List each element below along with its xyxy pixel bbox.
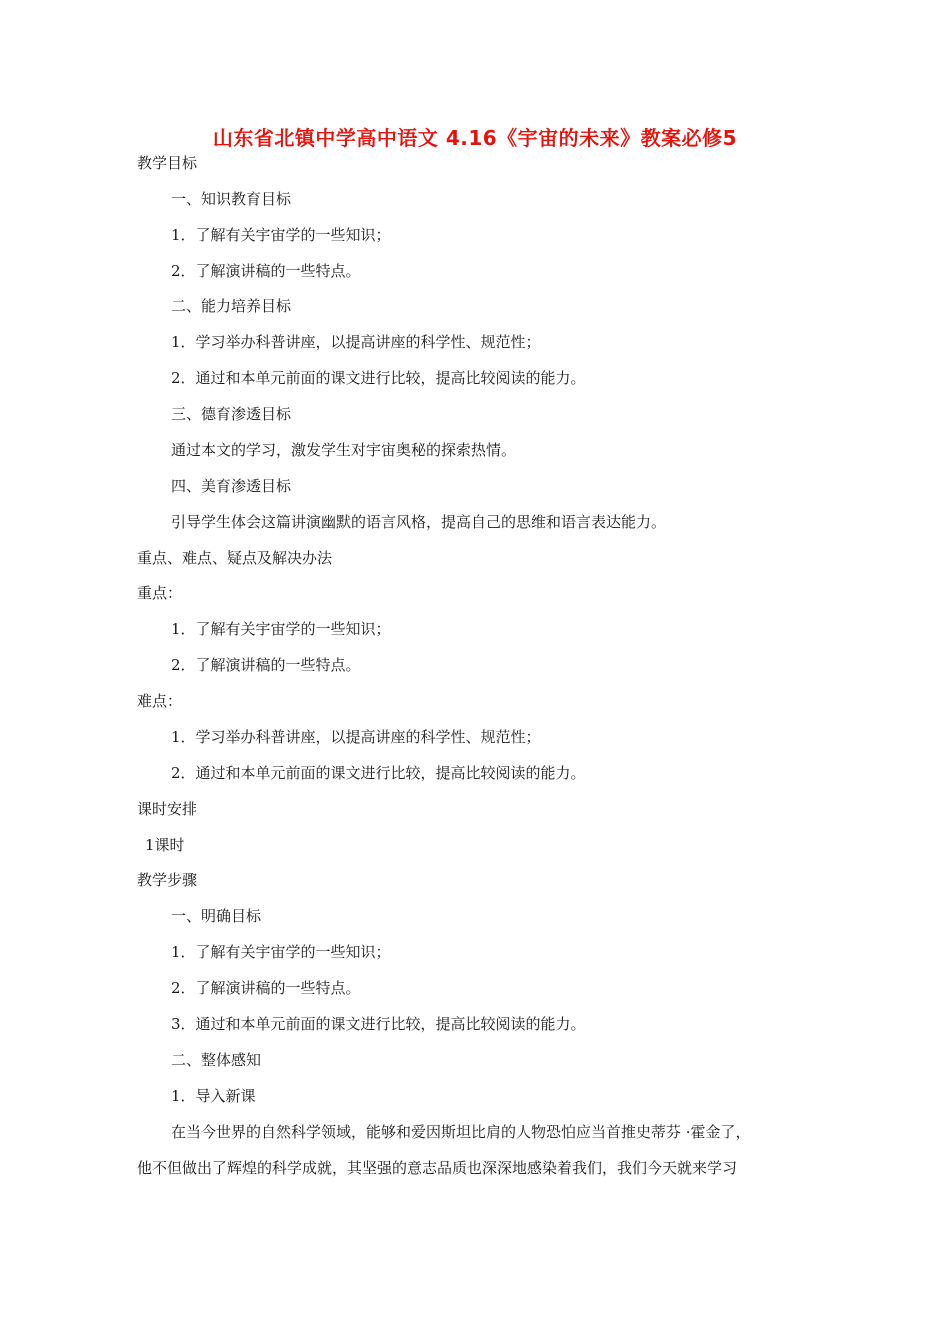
paragraph: 在当今世界的自然科学领域，能够和爱因斯坦比肩的人物恐怕应当首推史蒂芬 ·霍金了， — [171, 1123, 751, 1141]
list-item: 1．了解有关宇宙学的一些知识； — [171, 943, 391, 961]
section-heading: 课时安排 — [137, 800, 198, 818]
list-item: 1．学习举办科普讲座，以提高讲座的科学性、规范性； — [171, 728, 541, 746]
paragraph: 引导学生体会这篇讲演幽默的语言风格，提高自己的思维和语言表达能力。 — [171, 513, 667, 531]
paragraph: 他不但做出了辉煌的科学成就，其坚强的意志品质也深深地感染着我们，我们今天就来学习 — [137, 1159, 738, 1177]
list-item: 2．通过和本单元前面的课文进行比较，提高比较阅读的能力。 — [171, 369, 586, 387]
list-item: 2．了解演讲稿的一些特点。 — [171, 262, 361, 280]
list-item: 2．了解演讲稿的一些特点。 — [171, 656, 361, 674]
subsection-heading: 一、知识教育目标 — [171, 190, 292, 208]
paragraph: 通过本文的学习，激发学生对宇宙奥秘的探索热情。 — [171, 441, 517, 459]
section-heading: 教学步骤 — [137, 871, 198, 889]
paragraph: 1课时 — [145, 836, 185, 854]
label: 难点： — [137, 692, 183, 710]
list-item: 2．了解演讲稿的一些特点。 — [171, 979, 361, 997]
list-item: 2．通过和本单元前面的课文进行比较，提高比较阅读的能力。 — [171, 764, 586, 782]
document-title: 山东省北镇中学高中语文 4.16《宇宙的未来》教案必修5 — [212, 126, 738, 150]
list-item: 1．了解有关宇宙学的一些知识； — [171, 226, 391, 244]
section-heading: 教学目标 — [137, 154, 198, 172]
label: 重点： — [137, 584, 183, 602]
list-item: 3．通过和本单元前面的课文进行比较，提高比较阅读的能力。 — [171, 1015, 586, 1033]
subsection-heading: 四、美育渗透目标 — [171, 477, 292, 495]
list-item: 1．学习举办科普讲座，以提高讲座的科学性、规范性； — [171, 333, 541, 351]
list-item: 1．了解有关宇宙学的一些知识； — [171, 620, 391, 638]
subsection-heading: 二、整体感知 — [171, 1051, 262, 1069]
section-heading: 重点、难点、疑点及解决办法 — [137, 549, 333, 567]
subsection-heading: 二、能力培养目标 — [171, 297, 292, 315]
subsection-heading: 三、德育渗透目标 — [171, 405, 292, 423]
list-item: 1．导入新课 — [171, 1087, 256, 1105]
subsection-heading: 一、明确目标 — [171, 907, 262, 925]
